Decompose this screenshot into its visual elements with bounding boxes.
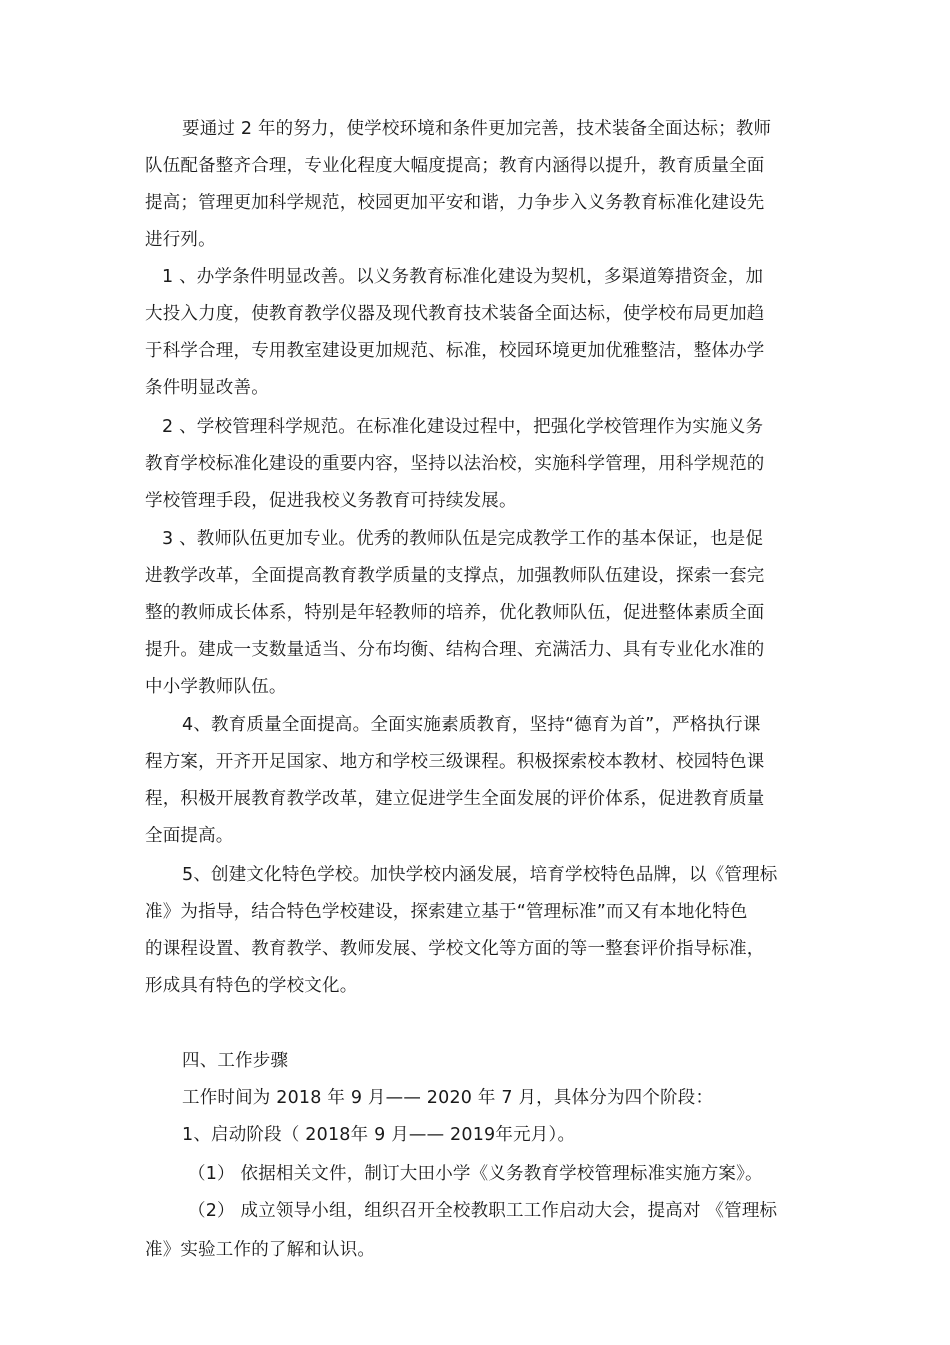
schedule-line: 工作时间为 2018 年 9 月—— 2020 年 7 月，具体分为四个阶段： (182, 1088, 714, 1108)
item-4-line: 程方案，开齐开足国家、地方和学校三级课程。积极探索校本教材、校园特色课 (145, 752, 765, 772)
stage-1-step-1: （1） 依据相关文件，制订大田小学《义务教育学校管理标准实施方案》。 (188, 1164, 763, 1184)
item-3-line: 中小学教师队伍。 (145, 677, 287, 697)
stage-1-step-2: （2） 成立领导小组，组织召开全校教职工工作启动大会，提高对 《管理标 (188, 1201, 778, 1221)
item-1-line: 1 、办学条件明显改善。以义务教育标准化建设为契机，多渠道筹措资金，加 (162, 267, 764, 287)
item-5-line: 形成具有特色的学校文化。 (145, 976, 358, 996)
section-heading: 四、工作步骤 (182, 1051, 289, 1071)
paragraph-goal-line: 队伍配备整齐合理，专业化程度大幅度提高；教育内涵得以提升，教育质量全面 (145, 156, 765, 176)
item-4-line: 4、教育质量全面提高。全面实施素质教育，坚持“德育为首”，严格执行课 (182, 715, 761, 735)
item-3-line: 3 、教师队伍更加专业。优秀的教师队伍是完成教学工作的基本保证，也是促 (162, 529, 764, 549)
item-3-line: 进教学改革，全面提高教育教学质量的支撑点，加强教师队伍建设，探索一套完 (145, 566, 765, 586)
item-2-line: 教育学校标准化建设的重要内容，坚持以法治校，实施科学管理，用科学规范的 (145, 454, 765, 474)
item-1-line: 条件明显改善。 (145, 378, 269, 398)
item-1-line: 于科学合理，专用教室建设更加规范、标准，校园环境更加优雅整洁，整体办学 (145, 341, 765, 361)
paragraph-goal-line: 要通过 2 年的努力，使学校环境和条件更加完善，技术装备全面达标；教师 (182, 119, 772, 139)
stage-1-heading: 1、启动阶段（ 2018年 9 月—— 2019年元月）。 (182, 1125, 576, 1145)
item-4-line: 全面提高。 (145, 826, 234, 846)
item-3-line: 提升。建成一支数量适当、分布均衡、结构合理、充满活力、具有专业化水准的 (145, 640, 765, 660)
paragraph-goal-line: 提高；管理更加科学规范，校园更加平安和谐，力争步入义务教育标准化建设先 (145, 193, 765, 213)
item-5-line: 5、创建文化特色学校。加快学校内涵发展，培育学校特色品牌，以《管理标 (182, 865, 778, 885)
item-2-line: 学校管理手段，促进我校义务教育可持续发展。 (145, 491, 517, 511)
paragraph-goal-line: 进行列。 (145, 230, 216, 250)
item-5-line: 准》为指导，结合特色学校建设，探索建立基于“管理标准”而又有本地化特色 (145, 902, 748, 922)
stage-1-step-2: 准》实验工作的了解和认识。 (145, 1240, 376, 1260)
item-4-line: 程，积极开展教育教学改革，建立促进学生全面发展的评价体系，促进教育质量 (145, 789, 765, 809)
item-1-line: 大投入力度，使教育教学仪器及现代教育技术装备全面达标，使学校布局更加趋 (145, 304, 765, 324)
item-3-line: 整的教师成长体系，特别是年轻教师的培养，优化教师队伍，促进整体素质全面 (145, 603, 765, 623)
item-2-line: 2 、学校管理科学规范。在标准化建设过程中，把强化学校管理作为实施义务 (162, 417, 764, 437)
item-5-line: 的课程设置、教育教学、教师发展、学校文化等方面的等一整套评价指导标准， (145, 939, 765, 959)
